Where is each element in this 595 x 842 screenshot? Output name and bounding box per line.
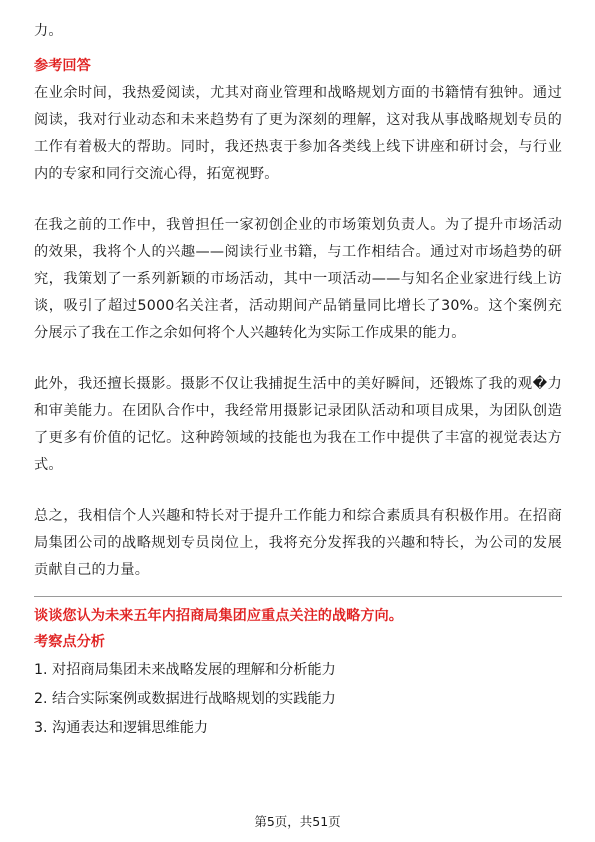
page-footer: 第5页，共51页	[254, 814, 341, 829]
paragraph-spacer	[34, 479, 562, 503]
answer-paragraph-3: 此外，我还擅长摄影。摄影不仅让我捕捉生活中的美好瞬间，还锻炼了我的观�力和审美能力。在团队合作中，我经常用摄影记录团队活动和项目成果，为团队创造了更多有价值的记忆。这种跨领域的技能也为我在工作中提供了丰富的视觉表达方式。	[34, 376, 562, 473]
intro-tail-text: 力。	[34, 23, 63, 39]
question-heading: 谈谈您认为未来五年内招商局集团应重点关注的战略方向。	[34, 608, 403, 624]
analysis-item-1: 1. 对招商局集团未来战略发展的理解和分析能力	[34, 662, 336, 678]
analysis-item-3: 3. 沟通表达和逻辑思维能力	[34, 720, 209, 736]
paragraph-spacer	[34, 188, 562, 212]
answer-paragraph-1: 在业余时间，我热爱阅读，尤其对商业管理和战略规划方面的书籍情有独钟。通过阅读，我对行业动态和未来趋势有了更为深刻的理解，这对我从事战略规划专员的工作有着极大的帮助。同时，我还热衷于参加各类线上线下讲座和研讨会，与行业内的专家和同行交流心得，拓宽视野。	[34, 85, 562, 182]
answer-paragraph-2: 在我之前的工作中，我曾担任一家初创企业的市场策划负责人。为了提升市场活动的效果，我将个人的兴趣——阅读行业书籍，与工作相结合。通过对市场趋势的研究，我策划了一系列新颖的市场活动，其中一项活动——与知名企业家进行线上访谈，吸引了超过5000名关注者，活动期间产品销量同比增长了30%。这个案例充分展示了我在工作之余如何将个人兴趣转化为实际工作成果的能力。	[34, 217, 562, 341]
answer-heading: 参考回答	[34, 58, 91, 74]
analysis-heading: 考察点分析	[34, 634, 105, 650]
document-page	[34, 18, 562, 743]
section-divider	[34, 596, 562, 597]
analysis-item-2: 2. 结合实际案例或数据进行战略规划的实践能力	[34, 691, 336, 707]
paragraph-spacer	[34, 347, 562, 371]
answer-paragraph-4: 总之，我相信个人兴趣和特长对于提升工作能力和综合素质具有积极作用。在招商局集团公司的战略规划专员岗位上，我将充分发挥我的兴趣和特长，为公司的发展贡献自己的力量。	[34, 508, 562, 578]
